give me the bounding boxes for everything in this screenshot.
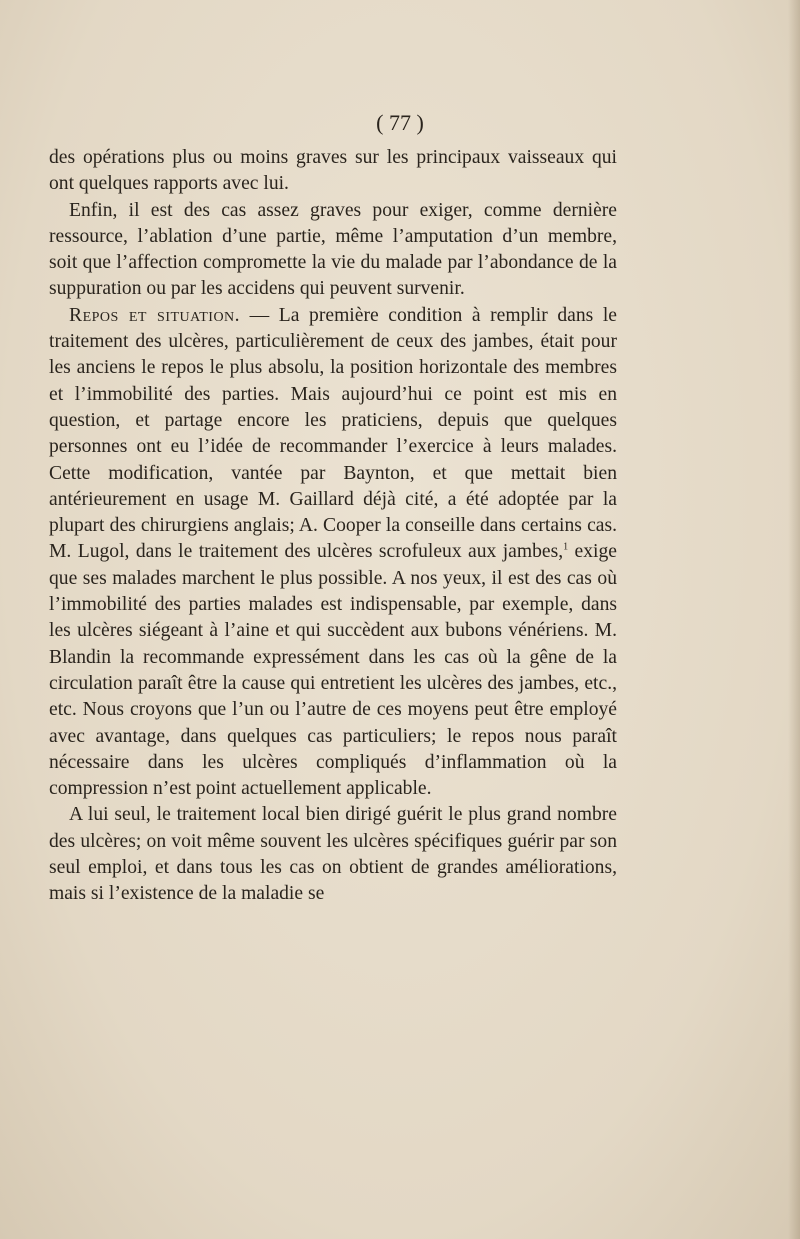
section-heading: Repos et situation. (69, 304, 241, 326)
body-text (49, 145, 617, 908)
paragraph-repos (49, 303, 617, 803)
paragraph-final: A lui seul, le traitement local bien dirigé guérit le plus grand nombre des ulcères; on voit même souvent les ulcères spécifiques guérir par son seul emploi, et dans tous les cas on obtient de grandes améliorations, mais si l’existence de la maladie se (49, 804, 617, 905)
footnote-marker: 1 (563, 541, 569, 553)
paragraph-continuation: des opérations plus ou moins graves sur les principaux vaisseaux qui ont quelques rapports avec lui. (49, 147, 617, 195)
section-text-part2: exige que ses malades marchent le plus possible. A nos yeux, il est des cas où l’immobilité des parties malades est indispensable, par exemple, dans les ulcères siégeant à l’aine et qui succèdent aux bubons vénériens. M. Blandin la recommande expressément dans les cas où la gêne de la circulation paraît être la cause qui entretient les ulcères des jambes, etc., etc. Nous croyons que l’un ou l’autre de ces moyens peut être employé avec avantage, dans quelques cas particuliers; le repos nous paraît nécessaire dans les ulcères compliqués d’inflammation où la compression n’est point actuellement applicable. (49, 541, 617, 800)
paragraph-enfin: Enfin, il est des cas assez graves pour exiger, comme dernière ressource, l’ablation d’une partie, même l’amputation d’un membre, soit que l’affection compromette la vie du malade par l’abondance de la suppuration ou par les accidens qui peuvent survenir. (49, 199, 617, 300)
section-text-part1: — La première condition à remplir dans le traitement des ulcères, particulièrement de ceux des jambes, était pour les anciens le repos le plus absolu, la position horizontale des membres et l’immobilité des parties. Mais aujourd’hui ce point est mis en question, et partage encore les praticiens, depuis que quelques personnes ont eu l’idée de recommander l’exercice à leurs malades. Cette modification, vantée par Baynton, et que mettait bien antérieurement en usage M. Gaillard déjà cité, a été adoptée par la plupart des chirurgiens anglais; A. Cooper la conseille dans certains cas. M. Lugol, dans le traitement des ulcères scrofuleux aux jambes, (49, 304, 617, 563)
page-edge-shadow (788, 0, 800, 1239)
page-number: ( 77 ) (376, 110, 424, 135)
